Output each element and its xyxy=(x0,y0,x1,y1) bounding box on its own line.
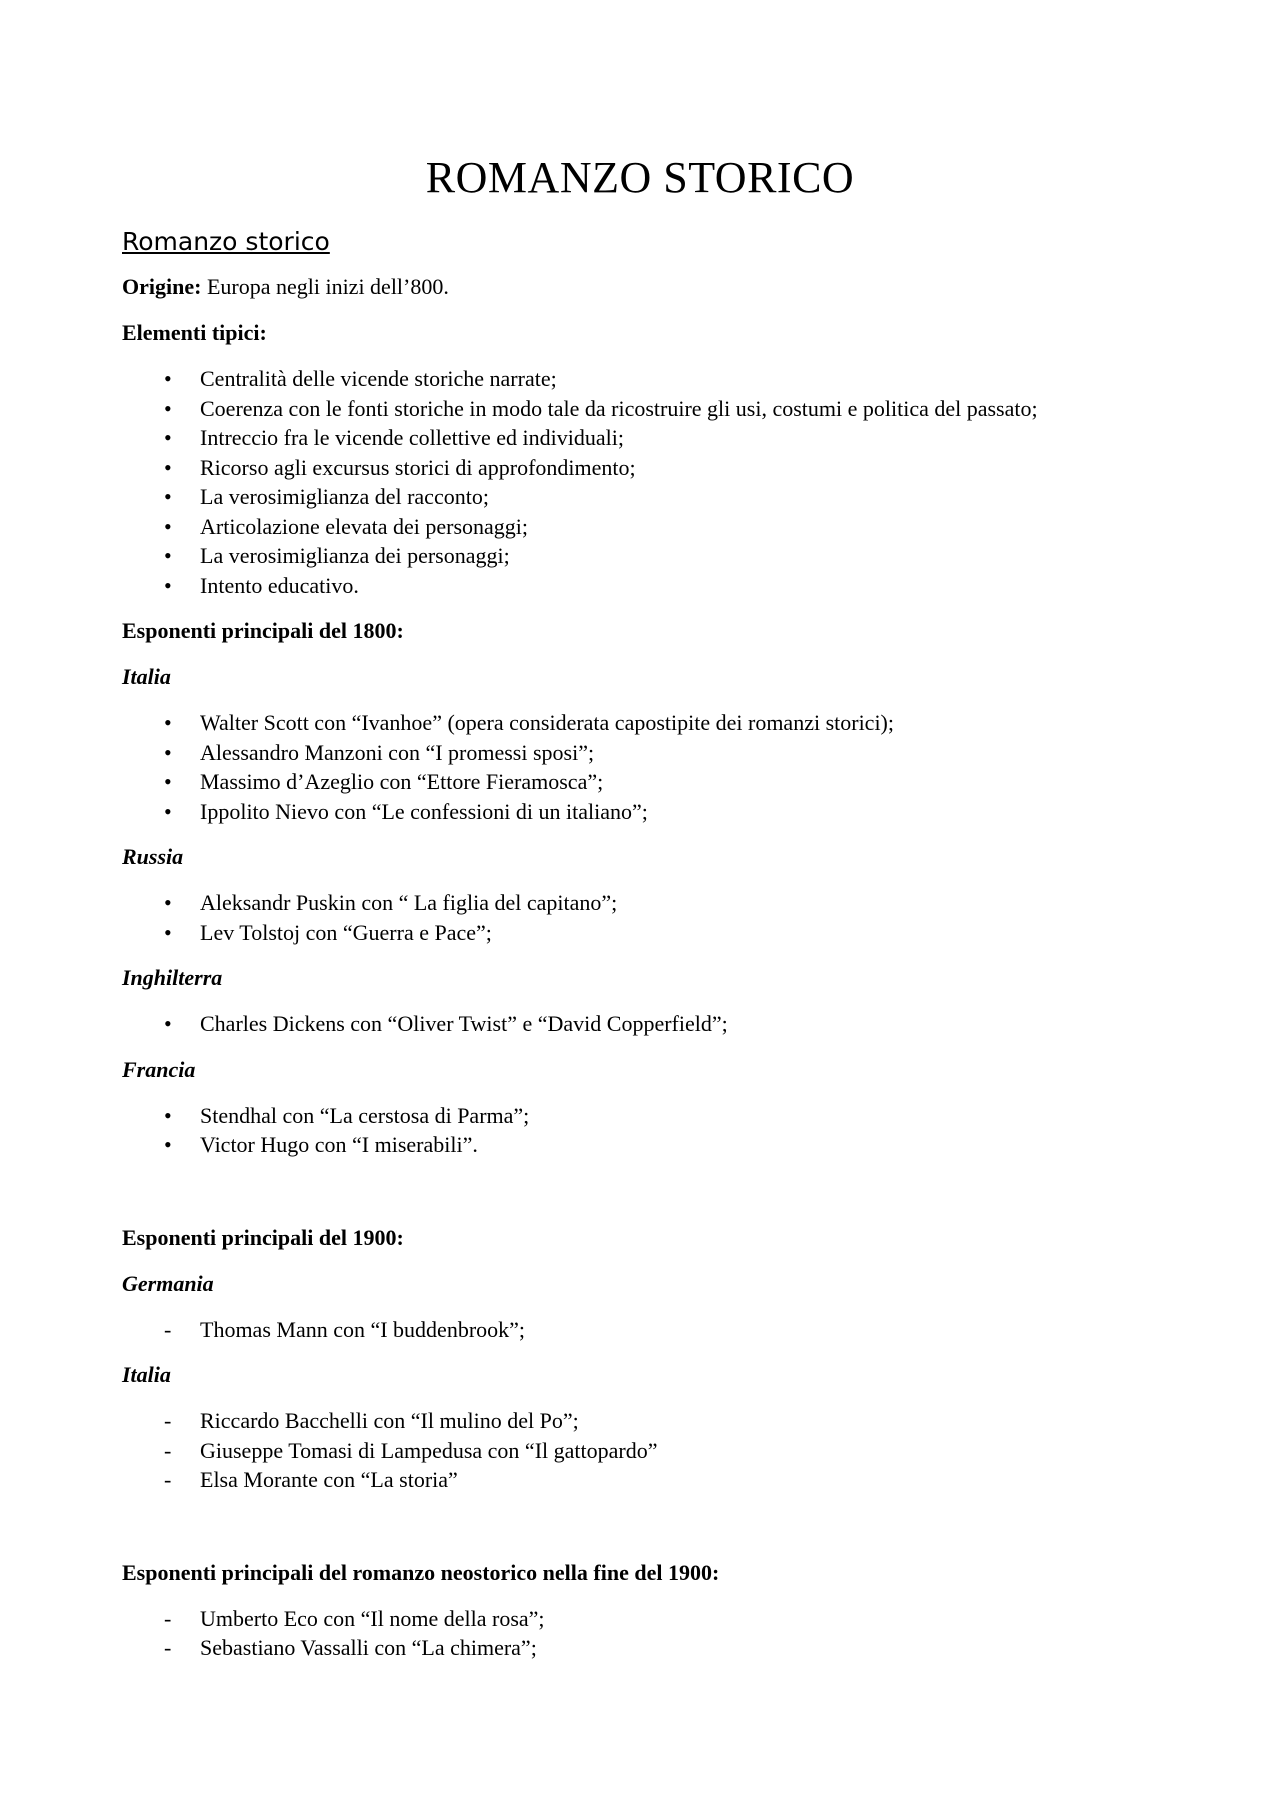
list-item xyxy=(122,1406,1182,1436)
section-neo-heading: Esponenti principali del romanzo neostorico nella fine del 1900: xyxy=(122,1559,720,1585)
section-1800-heading: Esponenti principali del 1800: xyxy=(122,618,404,643)
bullet-mark: • xyxy=(164,425,172,450)
list-item-text: Intento educativo. xyxy=(200,572,359,598)
bullet-mark: • xyxy=(164,739,172,765)
country-heading-germania: Germania xyxy=(122,1270,214,1296)
bullet-mark: • xyxy=(164,454,172,480)
elements-list xyxy=(122,364,1182,600)
bullet-mark: • xyxy=(164,890,172,915)
bullet-mark: • xyxy=(164,513,172,539)
list-item xyxy=(122,767,1182,797)
bullet-mark: • xyxy=(164,919,172,945)
list-item-text: Giuseppe Tomasi di Lampedusa con “Il gattopardo” xyxy=(200,1437,658,1463)
list-item-text: La verosimiglianza del racconto; xyxy=(200,484,489,509)
list-item-text: Articolazione elevata dei personaggi; xyxy=(200,513,529,539)
country-heading-russia: Russia xyxy=(122,844,184,869)
country-heading-italia: Italia xyxy=(122,664,171,689)
dash-mark: - xyxy=(164,1467,172,1492)
list-item-text: Intreccio fra le vicende collettive ed individuali; xyxy=(200,425,624,450)
bullet-mark: • xyxy=(164,769,172,794)
country-heading-francia: Francia xyxy=(122,1056,196,1082)
list-item xyxy=(122,512,1182,542)
list-item xyxy=(122,738,1182,768)
list-item xyxy=(122,482,1182,512)
list-item-text: Stendhal con “La cerstosa di Parma”; xyxy=(200,1102,530,1128)
list-item-text: Centralità delle vicende storiche narrate; xyxy=(200,366,557,391)
list-item-text: La verosimiglianza dei personaggi; xyxy=(200,543,510,568)
dash-mark: - xyxy=(164,1605,172,1631)
origin-paragraph xyxy=(122,272,1182,302)
bullet-mark: • xyxy=(164,395,172,421)
list-item xyxy=(122,1009,1182,1039)
list-item-text: Umberto Eco con “Il nome della rosa”; xyxy=(200,1605,545,1631)
country-heading-inghilterra: Inghilterra xyxy=(122,965,223,990)
bullet-mark: • xyxy=(164,572,172,598)
list-item xyxy=(122,541,1182,571)
bullet-mark: • xyxy=(164,1102,172,1128)
list-item-text: Sebastiano Vassalli con “La chimera”; xyxy=(200,1635,537,1660)
elements-heading: Elementi tipici: xyxy=(122,320,267,345)
list-item-text: Ippolito Nievo con “Le confessioni di un italiano”; xyxy=(200,798,648,824)
list-item-text: Elsa Morante con “La storia” xyxy=(200,1467,458,1492)
authors-list-italia-1900 xyxy=(122,1406,1182,1495)
list-item xyxy=(122,918,1182,948)
section-subtitle: Romanzo storico xyxy=(122,227,330,256)
list-item xyxy=(122,797,1182,827)
list-item-text: Aleksandr Puskin con “ La figlia del capitano”; xyxy=(200,890,618,915)
bullet-mark: • xyxy=(164,710,172,735)
list-item-text: Thomas Mann con “I buddenbrook”; xyxy=(200,1316,526,1342)
authors-list-italia-1800 xyxy=(122,708,1182,826)
list-item-text: Charles Dickens con “Oliver Twist” e “David Copperfield”; xyxy=(200,1011,728,1036)
list-item xyxy=(122,423,1182,453)
bullet-mark: • xyxy=(164,1132,172,1157)
list-item xyxy=(122,708,1182,738)
list-item-text: Massimo d’Azeglio con “Ettore Fieramosca”; xyxy=(200,769,604,794)
bullet-mark: • xyxy=(164,1011,172,1036)
bullet-mark: • xyxy=(164,366,172,391)
list-item xyxy=(122,1436,1182,1466)
list-item-text: Victor Hugo con “I miserabili”. xyxy=(200,1132,478,1157)
authors-list-francia xyxy=(122,1101,1182,1160)
list-item-text: Alessandro Manzoni con “I promessi sposi”; xyxy=(200,739,595,765)
list-item-text: Walter Scott con “Ivanhoe” (opera considerata capostipite dei romanzi storici); xyxy=(200,710,894,735)
list-item xyxy=(122,1604,1182,1634)
authors-list-germania xyxy=(122,1315,1182,1345)
section-1900-heading: Esponenti principali del 1900: xyxy=(122,1224,404,1250)
dash-mark: - xyxy=(164,1316,172,1342)
authors-list-inghilterra xyxy=(122,1009,1182,1039)
authors-list-neostorico xyxy=(122,1604,1182,1663)
origin-label: Origine: xyxy=(122,274,202,299)
list-item xyxy=(122,364,1182,394)
list-item-text: Ricorso agli excursus storici di approfondimento; xyxy=(200,454,636,480)
spacer xyxy=(122,1176,1182,1223)
bullet-mark: • xyxy=(164,543,172,568)
document-body xyxy=(122,224,1182,1679)
authors-list-russia xyxy=(122,888,1182,947)
list-item-text: Riccardo Bacchelli con “Il mulino del Po”; xyxy=(200,1408,579,1433)
bullet-mark: • xyxy=(164,484,172,509)
origin-text: Europa negli inizi dell’800. xyxy=(201,274,449,299)
list-item xyxy=(122,1315,1182,1345)
list-item xyxy=(122,453,1182,483)
dash-mark: - xyxy=(164,1408,172,1433)
list-item xyxy=(122,1130,1182,1160)
list-item-text: Lev Tolstoj con “Guerra e Pace”; xyxy=(200,919,492,945)
list-item xyxy=(122,394,1182,424)
list-item-text: Coerenza con le fonti storiche in modo tale da ricostruire gli usi, costumi e politica del passato; xyxy=(200,395,1038,421)
list-item xyxy=(122,1101,1182,1131)
list-item xyxy=(122,571,1182,601)
list-item xyxy=(122,1465,1182,1495)
list-item xyxy=(122,888,1182,918)
spacer xyxy=(122,1511,1182,1558)
list-item xyxy=(122,1633,1182,1663)
dash-mark: - xyxy=(164,1437,172,1463)
dash-mark: - xyxy=(164,1635,172,1660)
page-title: ROMANZO STORICO xyxy=(425,153,855,202)
bullet-mark: • xyxy=(164,798,172,824)
country-heading-italia-1900: Italia xyxy=(122,1362,171,1387)
